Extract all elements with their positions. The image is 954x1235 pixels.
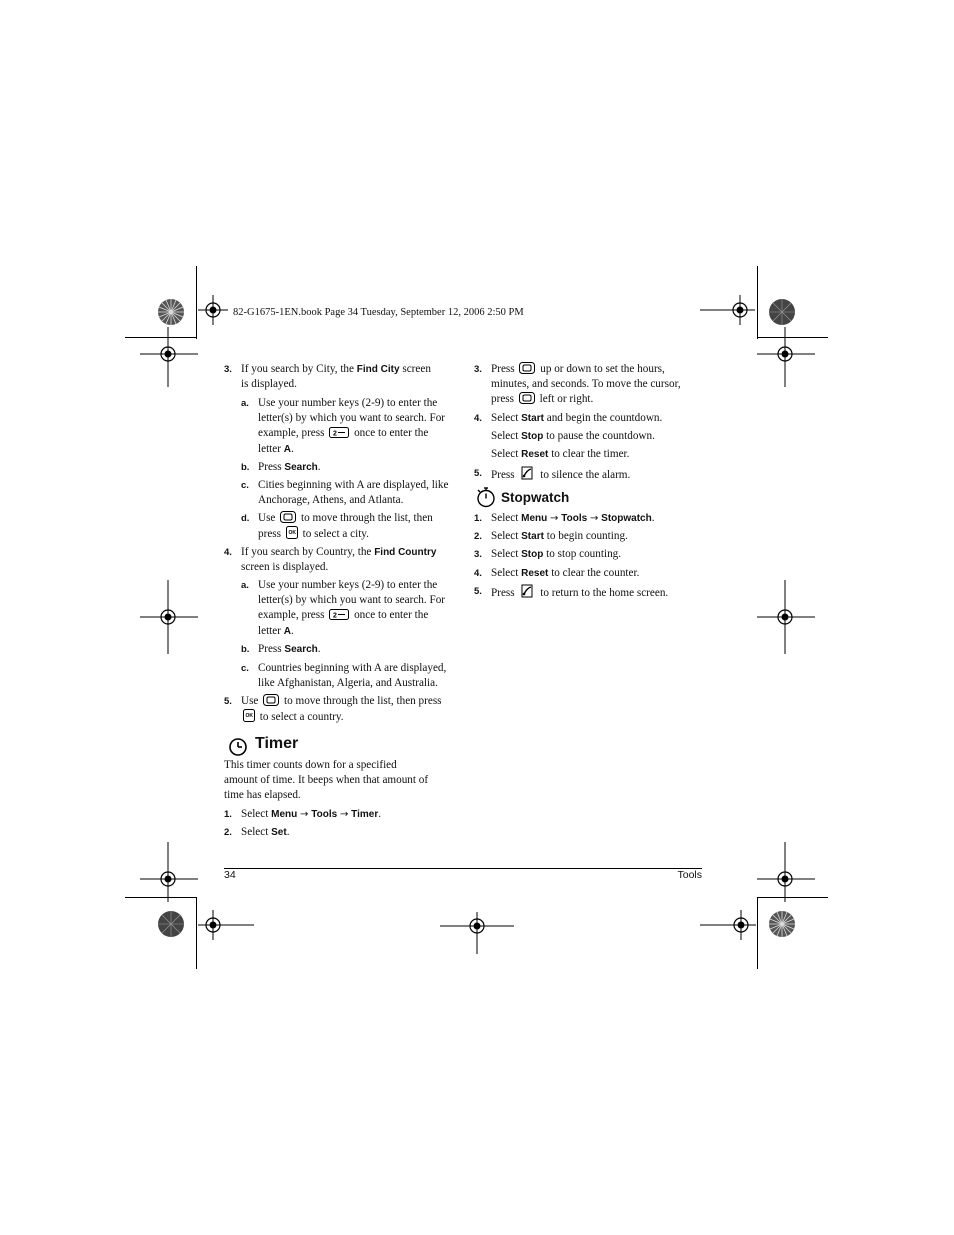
timer-description: This timer counts down for a specified amount of time. It beeps when that amount of time has elapsed. [224,759,429,802]
end-key-icon [519,466,535,480]
two-key-icon [329,609,349,620]
list-item: Press Search. [258,643,321,655]
left-column: 3. If you search by City, the Find City screen is displayed. a. Use your number keys (2-9) to enter the letter(s) by which you want to search. For example, press 2 once to enter the letter A. b. Press Search. c. Cities beginning with A are displayed, like Anchorage, Athens, and Atlanta. d. Use to move through the list, then press OK to select a city. 4. If you search by Country, the Find Country screen is displayed. a. Use your number keys (2-9) to enter the letter(s) by which you want to search. For example, press 2 once to enter the letter A. b. Press Search. c. Countries beginning with A are displayed, like Afghanistan, Algeria, and Australia. 5. Use to move through the list, then press OK to select a country. Timer This timer counts down for a specified amount of time. It beeps when that amount of time has elapsed. 1. Select Menu → Tools → Timer. 2. Select Set. [224,362,459,842]
footer-rule [224,868,702,869]
svg-text:2: 2 [333,612,338,620]
list-item: Select Stop to pause the countdown. [491,430,655,442]
list-item: Use your number keys (2-9) to enter the letter(s) by which you want to search. For example, press 2 once to enter the letter A. [258,397,446,455]
step-number: 1. [224,809,232,820]
step-number: 5. [474,468,482,479]
list-item: Cities beginning with A are displayed, like Anchorage, Athens, and Atlanta. [258,479,449,507]
step-number: 2. [224,827,232,838]
step-number: 3. [474,364,482,375]
registration-mark-icon [198,910,254,940]
section-heading-timer: Timer [255,735,299,752]
ok-key-icon [286,526,298,539]
navigation-key-icon [519,362,535,374]
step-number: 4. [474,413,482,424]
registration-mark-icon [700,295,730,325]
right-column [474,362,709,612]
registration-mark-icon [757,580,815,654]
list-item: Select Stop to stop counting. [491,548,622,560]
color-starburst-icon [768,910,796,938]
list-item: Use to move through the list, then press OK to select a city. [258,512,433,541]
svg-text:2: 2 [333,430,338,438]
list-item: Select Set. [241,826,290,838]
two-key-icon [329,427,349,438]
list-item: Select Menu → Tools → Timer. [241,808,382,820]
section-heading-stopwatch: Stopwatch [501,490,570,505]
svg-text:OK: OK [245,713,253,720]
list-item: Use your number keys (2-9) to enter the letter(s) by which you want to search. For example, press 2 once to enter the letter A. [258,579,446,637]
registration-mark-icon [700,910,756,940]
color-starburst-icon [768,298,796,326]
list-item: Select Reset to clear the counter. [491,567,640,579]
page-number: 34 [224,869,236,881]
navigation-key-icon [280,511,296,523]
registration-mark-icon [440,912,514,954]
list-item: If you search by City, the Find City screen is displayed. [241,363,431,391]
print-slug: 82-G1675-1EN.book Page 34 Tuesday, September 12, 2006 2:50 PM [233,307,524,318]
ok-key-icon [243,709,255,722]
list-item: Select Menu → Tools → Stopwatch. [491,512,655,524]
list-item: If you search by Country, the Find Country screen is displayed. [241,546,437,574]
color-starburst-icon [157,910,185,938]
step-number: 4. [474,568,482,579]
registration-mark-icon [140,327,198,387]
registration-mark-icon [140,842,198,902]
step-number: 2. [474,531,482,542]
list-item: Press Search. [258,461,321,473]
list-item: Select Reset to clear the timer. [491,448,630,460]
step-number: 4. [224,547,232,558]
list-item: Press up or down to set the hours, minutes, and seconds. To move the cursor, press left or right. [491,363,681,406]
stopwatch-icon [475,486,497,508]
footer-section-title: Tools [677,869,702,881]
step-number: 1. [474,513,482,524]
registration-mark-icon [757,842,815,902]
registration-mark-icon [198,295,228,325]
list-item: Select Start and begin the countdown. [491,412,663,424]
end-key-icon [519,584,535,598]
navigation-key-icon [519,392,535,404]
step-number: 3. [224,364,232,375]
list-item: Use to move through the list, then press OK to select a country. [241,695,442,724]
registration-mark-icon [757,327,815,387]
timer-clock-icon [228,737,248,757]
step-number: 3. [474,549,482,560]
list-item: Press to return to the home screen. [491,584,668,601]
list-item: Select Start to begin counting. [491,530,628,542]
svg-text:OK: OK [288,530,296,537]
list-item: Press to silence the alarm. [491,466,630,483]
list-item: Countries beginning with A are displayed, like Afghanistan, Algeria, and Australia. [258,662,447,690]
registration-mark-icon [140,580,198,654]
navigation-key-icon [263,694,279,706]
color-starburst-icon [157,298,185,326]
step-number: 5. [224,696,232,707]
step-number: 5. [474,586,482,597]
